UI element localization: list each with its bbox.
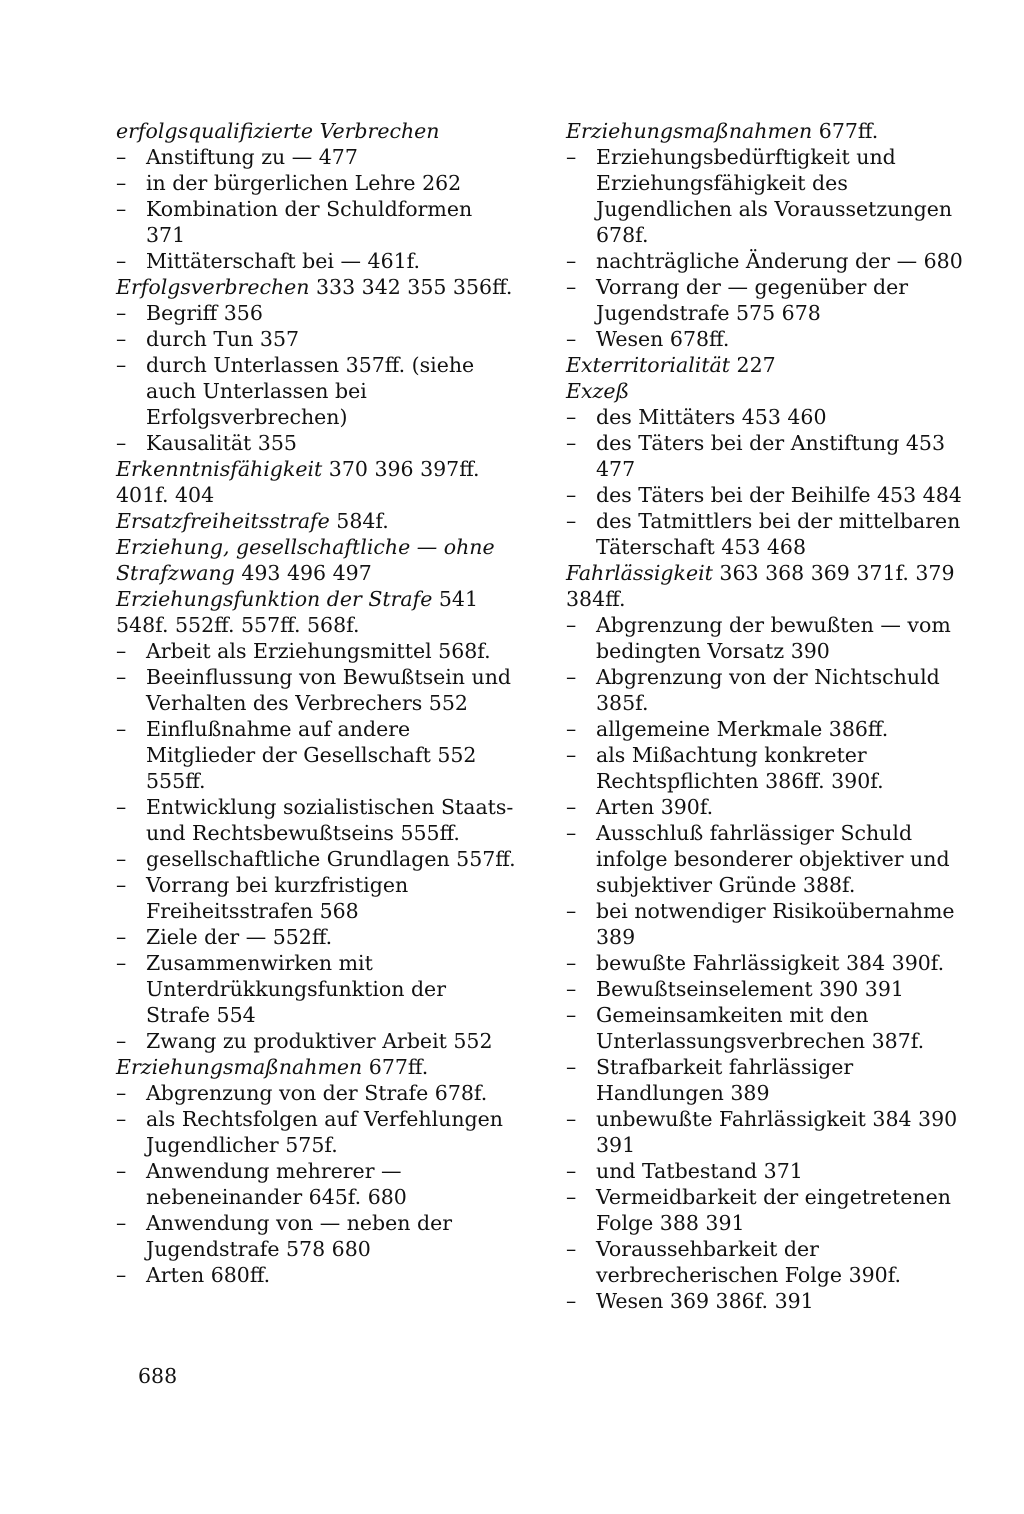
- index-heading: [566, 118, 966, 144]
- index-subentry: – durch Tun 357: [116, 326, 516, 352]
- index-pages: 493 496 497: [234, 561, 372, 585]
- index-subentry: – Anwendung von — neben der Jugendstrafe 578 680: [116, 1210, 516, 1262]
- index-subentry: – Einflußnahme auf andere Mitglieder der Gesellschaft 552 555ff.: [116, 716, 516, 794]
- index-heading: [116, 456, 516, 508]
- index-term: Erkenntnisfähigkeit: [116, 457, 323, 481]
- index-subentry: – gesellschaftliche Grundlagen 557ff.: [116, 846, 516, 872]
- index-subentry: – bewußte Fahrlässigkeit 384 390f.: [566, 950, 966, 976]
- index-subentry: – in der bürgerlichen Lehre 262: [116, 170, 516, 196]
- index-term: erfolgsqualifizierte Verbrechen: [116, 119, 440, 143]
- index-heading: [116, 534, 516, 586]
- index-subentry: – als Rechtsfolgen auf Verfehlungen Jugendlicher 575f.: [116, 1106, 516, 1158]
- index-heading: [116, 508, 516, 534]
- index-subentry: – unbewußte Fahrlässigkeit 384 390 391: [566, 1106, 966, 1158]
- index-pages: 333 342 355 356ff.: [309, 275, 513, 299]
- index-term: Ersatzfreiheitsstrafe: [116, 509, 330, 533]
- index-column-right: [566, 118, 966, 1314]
- index-subentry: – des Täters bei der Beihilfe 453 484: [566, 482, 966, 508]
- index-subentry: – Abgrenzung der bewußten — vom bedingten Vorsatz 390: [566, 612, 966, 664]
- index-subentry: – Bewußtseinselement 390 391: [566, 976, 966, 1002]
- index-heading: [566, 352, 966, 378]
- index-subentry: – Abgrenzung von der Nichtschuld 385f.: [566, 664, 966, 716]
- index-subentry: – des Mittäters 453 460: [566, 404, 966, 430]
- index-term: Erziehungsmaßnahmen: [566, 119, 813, 143]
- index-subentry: – durch Unterlassen 357ff. (siehe auch Unterlassen bei Erfolgsverbrechen): [116, 352, 516, 430]
- page-number: 688: [138, 1364, 178, 1388]
- index-subentry: – Arten 680ff.: [116, 1262, 516, 1288]
- index-subentry: – und Tatbestand 371: [566, 1158, 966, 1184]
- index-subentry: – Arbeit als Erziehungsmittel 568f.: [116, 638, 516, 664]
- index-pages: 584f.: [329, 509, 389, 533]
- index-pages: 363 368 369 371f. 379 384ff.: [566, 561, 955, 611]
- index-heading: [116, 1054, 516, 1080]
- index-subentry: – Voraussehbarkeit der verbrecherischen Folge 390f.: [566, 1236, 966, 1288]
- index-column-left: [116, 118, 516, 1288]
- index-subentry: – Gemeinsamkeiten mit den Unterlassungsverbrechen 387f.: [566, 1002, 966, 1054]
- index-subentry: – Anwendung mehrerer — nebeneinander 645f. 680: [116, 1158, 516, 1210]
- index-subentry: – Abgrenzung von der Strafe 678f.: [116, 1080, 516, 1106]
- index-subentry: – Erziehungsbedürftigkeit und Erziehungsfähigkeit des Jugendlichen als Voraussetzungen 678f.: [566, 144, 966, 248]
- index-subentry: – Vorrang bei kurzfristigen Freiheitsstrafen 568: [116, 872, 516, 924]
- index-subentry: – Zwang zu produktiver Arbeit 552: [116, 1028, 516, 1054]
- index-term: Erziehungsmaßnahmen: [116, 1055, 363, 1079]
- index-subentry: – Zusammenwirken mit Unterdrükkungsfunktion der Strafe 554: [116, 950, 516, 1028]
- index-term: Erfolgsverbrechen: [116, 275, 310, 299]
- index-term: Fahrlässigkeit: [566, 561, 713, 585]
- index-pages: 541 548f. 552ff. 557ff. 568f.: [116, 587, 479, 637]
- index-term: Erziehungsfunktion der Strafe: [116, 587, 433, 611]
- index-subentry: – Anstiftung zu — 477: [116, 144, 516, 170]
- index-subentry: – Kausalität 355: [116, 430, 516, 456]
- index-subentry: – Wesen 678ff.: [566, 326, 966, 352]
- index-pages: 227: [730, 353, 776, 377]
- index-heading: [116, 118, 516, 144]
- index-subentry: – nachträgliche Änderung der — 680: [566, 248, 966, 274]
- index-subentry: – bei notwendiger Risikoübernahme 389: [566, 898, 966, 950]
- index-subentry: – Strafbarkeit fahrlässiger Handlungen 389: [566, 1054, 966, 1106]
- index-subentry: – als Mißachtung konkreter Rechtspflichten 386ff. 390f.: [566, 742, 966, 794]
- index-term: Erziehung, gesellschaftliche — ohne Strafzwang: [116, 535, 495, 585]
- index-subentry: – Arten 390f.: [566, 794, 966, 820]
- index-term: Exzeß: [566, 379, 630, 403]
- index-subentry: – Ausschluß fahrlässiger Schuld infolge besonderer objektiver und subjektiver Gründe 388f.: [566, 820, 966, 898]
- index-subentry: – Beeinflussung von Bewußtsein und Verhalten des Verbrechers 552: [116, 664, 516, 716]
- index-subentry: – Wesen 369 386f. 391: [566, 1288, 966, 1314]
- index-pages: 370 396 397ff. 401f. 404: [116, 457, 480, 507]
- index-heading: [566, 560, 966, 612]
- index-subentry: – des Tatmittlers bei der mittelbaren Täterschaft 453 468: [566, 508, 966, 560]
- index-subentry: – Begriff 356: [116, 300, 516, 326]
- index-subentry: – Entwicklung sozialistischen Staats- und Rechtsbewußtseins 555ff.: [116, 794, 516, 846]
- index-subentry: – Mittäterschaft bei — 461f.: [116, 248, 516, 274]
- index-subentry: – des Täters bei der Anstiftung 453 477: [566, 430, 966, 482]
- index-pages: 677ff.: [362, 1055, 429, 1079]
- index-subentry: – Vorrang der — gegenüber der Jugendstrafe 575 678: [566, 274, 966, 326]
- index-heading: [116, 274, 516, 300]
- index-subentry: – Kombination der Schuldformen 371: [116, 196, 516, 248]
- index-heading: [116, 586, 516, 638]
- index-subentry: – allgemeine Merkmale 386ff.: [566, 716, 966, 742]
- index-pages: 677ff.: [812, 119, 879, 143]
- index-term: Exterritorialität: [566, 353, 731, 377]
- index-subentry: – Ziele der — 552ff.: [116, 924, 516, 950]
- index-subentry: – Vermeidbarkeit der eingetretenen Folge 388 391: [566, 1184, 966, 1236]
- index-heading: [566, 378, 966, 404]
